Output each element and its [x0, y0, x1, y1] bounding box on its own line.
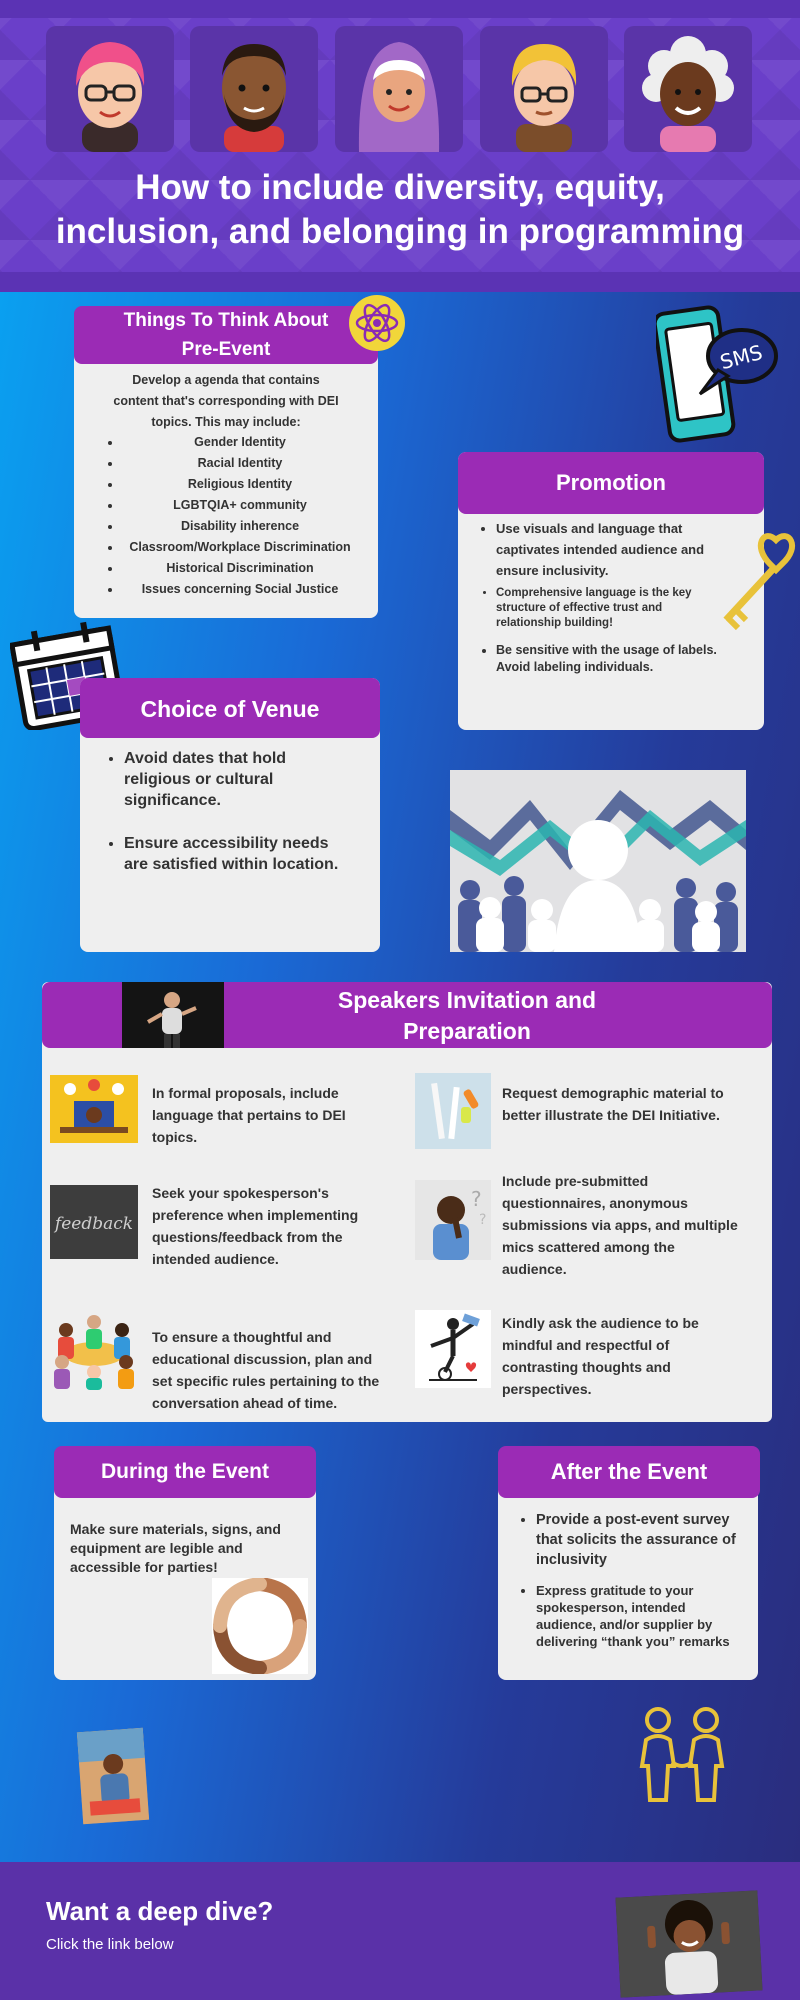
page-title-line1: How to include diversity, equity, [135, 168, 665, 207]
pre-event-intro-line2: content that's corresponding with DEI [113, 394, 339, 408]
speakers-item-text: Include pre-submitted questionnaires, anonymous submissions via apps, and multiple mics scattered among the audience. [502, 1173, 738, 1277]
chalkboard-word: feedback [54, 1214, 134, 1234]
list-item: • Avoid dates that hold religious or cultural significance. [124, 748, 350, 811]
speakers-item-text: Seek your spokesperson's preference when implementing questions/feedback from the intended audience. [152, 1185, 359, 1267]
list-item: • Historical Discrimination [122, 558, 358, 579]
pre-event-heading [74, 306, 378, 364]
promotion-list-2 [496, 586, 708, 631]
hands-circle-image [212, 1578, 308, 1674]
thinking-man-image [415, 1180, 491, 1260]
svg-text:?: ? [479, 1212, 487, 1228]
list-item: • Express gratitude to your spokesperson, intended audience, and/or supplier by delivering “thank you” remarks [536, 1582, 742, 1650]
header-top-bar [0, 0, 800, 18]
list-item: • Disability inherence [122, 516, 358, 537]
footer-title: Want a deep dive? [46, 1896, 274, 1926]
pre-event-intro-line1: Develop a agenda that contains [132, 373, 320, 387]
after-event-list [536, 1510, 742, 1570]
list-item: • Issues concerning Social Justice [122, 579, 358, 600]
promotion-list-3 [496, 642, 728, 676]
bearded-man-avatar [190, 26, 318, 152]
sms-bubble-text: SMS [717, 339, 765, 375]
promotion-heading: Promotion [458, 452, 764, 514]
blond-glasses-avatar [480, 26, 608, 152]
promotion-list [496, 518, 706, 581]
student-photo [77, 1728, 149, 1824]
footer-link-prompt[interactable]: Click the link below [46, 1936, 174, 1953]
speaker-on-stage-image [122, 982, 224, 1048]
list-item: • Comprehensive language is the key structure of effective trust and relationship building! [496, 586, 708, 631]
pre-event-list [122, 432, 358, 600]
list-item: • Classroom/Workplace Discrimination [122, 537, 358, 558]
grey-haired-woman-avatar [624, 26, 752, 152]
speakers-item-text: In formal proposals, include language that pertains to DEI topics. [152, 1085, 346, 1145]
page-title-line2: inclusion, and belonging in programming [55, 212, 745, 251]
atom-icon [348, 294, 406, 352]
after-event-list-2 [536, 1582, 742, 1650]
venue-heading: Choice of Venue [80, 678, 380, 738]
list-item: • Racial Identity [122, 453, 358, 474]
list-item: • Ensure accessibility needs are satisfied within location. [124, 833, 350, 875]
after-event-heading: After the Event [498, 1446, 760, 1498]
holding-hands-icon [634, 1704, 730, 1804]
list-item: • Provide a post-event survey that solicits the assurance of inclusivity [536, 1510, 742, 1570]
pre-event-intro-line3: topics. This may include: [151, 415, 301, 429]
during-event-text: Make sure materials, signs, and equipment are legible and accessible for parties! [70, 1521, 281, 1575]
list-item: • Gender Identity [122, 432, 358, 453]
page-title [40, 166, 760, 254]
crowd-thinking-image [450, 770, 746, 952]
workspace-illustration [50, 1075, 138, 1143]
balance-figure-image [415, 1310, 491, 1388]
pre-event-title-line1: Things To Think About [123, 310, 329, 331]
list-item: • Use visuals and language that captivates intended audience and ensure inclusivity. [496, 518, 706, 581]
speakers-item-text: Kindly ask the audience to be mindful and respectful of contrasting thoughts and perspectives. [502, 1315, 699, 1397]
header-bottom-bar [0, 272, 800, 292]
list-item: • Religious Identity [122, 474, 358, 495]
speakers-title-line1: Speakers Invitation and [337, 987, 597, 1013]
speakers-item-text: Request demographic material to better illustrate the DEI Initiative. [502, 1085, 724, 1123]
pre-event-title-line2: Pre-Event [181, 339, 271, 360]
during-event-heading: During the Event [54, 1446, 316, 1498]
speakers-title-line2: Preparation [403, 1018, 531, 1044]
woman-peace-sign-photo [615, 1890, 762, 1997]
pink-hair-glasses-avatar [46, 26, 174, 152]
venue-list [124, 748, 350, 875]
phone-sms-icon [656, 304, 780, 444]
pencils-image [415, 1073, 491, 1149]
list-item: • LGBTQIA+ community [122, 495, 358, 516]
heart-key-icon [712, 524, 796, 630]
feedback-chalkboard-image [50, 1185, 138, 1259]
hijab-woman-avatar [335, 26, 463, 152]
list-item: • Be sensitive with the usage of labels. Avoid labeling individuals. [496, 642, 728, 676]
speakers-item-text: To ensure a thoughtful and educational discussion, plan and set specific rules pertaining to the conversation ahead of time. [152, 1329, 380, 1411]
group-discussion-illustration [48, 1310, 140, 1390]
svg-text:?: ? [471, 1187, 482, 1211]
